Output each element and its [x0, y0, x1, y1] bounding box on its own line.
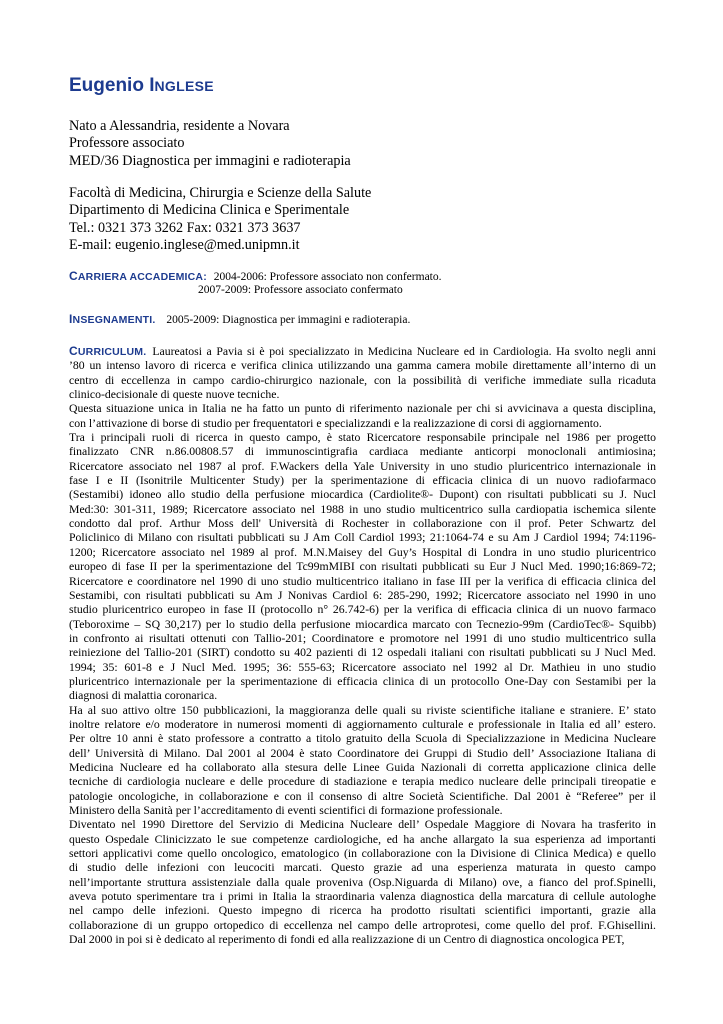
insegnamenti-section [69, 312, 410, 327]
curriculum-line: europeo di fase II per la sperimentazione del Tc99mMIBI con risultati pubblicati su Eur J Nucl Med. 1990;16:869-72; [69, 560, 656, 574]
curriculum-label: CURRICULUM. [69, 344, 147, 358]
curriculum-line: condotto dal prof. Arthur Moss dell' Università di Rochester in collaborazione con il prof. Peter Schwartz del [69, 517, 656, 531]
curriculum-line: Ricercatore associato nel 1987 al prof. F.Wackers della Yale University in uno studio pluricentrico internazionale in [69, 459, 656, 473]
curriculum-line: Ricercatore e coordinatore nel 1990 di uno studio multicentrico italiano in fase III per la verifica di efficacia clinica del [69, 574, 656, 588]
carriera-label: CARRIERA ACCADEMICA: [69, 269, 207, 283]
curriculum-line: dell’ Università di Milano. Dal 2001 al 2004 è stato Coordinatore dei Gruppi di Studio dell’ Associazione Italiana di [69, 746, 656, 760]
curriculum-line: aveva potuto sperimentare tra i primi in Italia la straordinaria valenza diagnostica della marcatura di cellule autologhe [69, 890, 656, 904]
carriera-section [69, 269, 442, 284]
curriculum-line: Med:30: 301-311, 1989; Ricercatore associato nel 1988 in uno studio multicentrico sulla cardiopatia ischemica silente [69, 502, 656, 516]
personal-info [69, 118, 351, 170]
affiliation-line: Dipartimento di Medicina Clinica e Sperimentale [69, 202, 350, 219]
curriculum-line-text: Laureatosi a Pavia si è poi specializzato in Medicina Nucleare ed in Cardiologia. Ha svolto negli anni [152, 345, 656, 358]
curriculum-line: con l’attivazione di borse di studio per frequentatori e specializzandi e la realizzazione di corsi di aggiornamento. [69, 416, 602, 430]
insegnamenti-text: 2005-2009: Diagnostica per immagini e radioterapia. [166, 314, 411, 326]
curriculum-line: 1994; 35: 601-8 e J Nucl Med. 1995; 36: 555-63; Ricercatore associato nel 1992 al Dr. Mathieu in uno studio [69, 660, 656, 674]
carriera-line-2: 2007-2009: Professore associato confermato [198, 284, 403, 296]
email-line: E-mail: eugenio.inglese@med.unipmn.it [69, 236, 300, 253]
personal-line: MED/36 Diagnostica per immagini e radioterapia [69, 152, 351, 169]
curriculum-line: Questa situazione unica in Italia ne ha fatto un punto di riferimento nazionale per chi si avvicinava a questa disciplina, [69, 402, 656, 416]
curriculum-section [69, 344, 656, 947]
curriculum-line: (Teboroxime – SQ 30,217) per lo studio della perfusione miocardica marcato con Tecnezio-99m (CardioTec®- Squibb) [69, 617, 656, 631]
curriculum-line: diagnosi di malattia coronarica. [69, 689, 218, 703]
curriculum-line: pluricentrico internazionale per la sperimentazione di efficacia clinica di un protocollo One-Day con Sestamibi per la [69, 674, 656, 688]
curriculum-line: Ha al suo attivo oltre 150 pubblicazioni, la maggioranza delle quali su riviste scientifiche italiane e straniere. E’ stato [69, 703, 656, 717]
personal-line: Nato a Alessandria, residente a Novara [69, 118, 290, 134]
curriculum-line: finalizzato CNR n.86.00808.57 di immunoscintigrafia cardiaca mediante anticorpi monoclonali antimiosina; [69, 445, 656, 459]
curriculum-line: Dal 2000 in poi si è dedicato al reperimento di fondi ed alla realizzazione di un Centro di diagnostica oncologica PET, [69, 933, 625, 947]
curriculum-line: settori applicativi come quello oncologico, ematologico (in collaborazione con la Divisione di Clinica Medica) e quello [69, 847, 656, 861]
curriculum-line: di studio delle infezioni con leucociti marcati. Questo grazie ad una esperienza maturata in questo campo [69, 861, 656, 875]
curriculum-line: collaborazione di un gruppo ortopedico di eccellenza nel campo delle artroprotesi, come quello del prof. F.Ghisellini. [69, 918, 656, 932]
affiliation-line: Tel.: 0321 373 3262 Fax: 0321 373 3637 [69, 219, 301, 236]
curriculum-line: reiniezione del Tallio-201 (SIRT) condotto su 402 pazienti di 12 ospedali italiani con risultati pubblicati su J Nucl Med. [69, 646, 656, 660]
curriculum-line: Tra i principali ruoli di ricerca in questo campo, è stato Ricercatore responsabile principale nel 1986 per progetto [69, 431, 656, 445]
curriculum-line: fase I e II (Isonitrile Multicenter Study) per la sperimentazione di efficacia clinica di un nuovo radiofarmaco [69, 474, 656, 488]
page-title [69, 74, 214, 98]
affiliation-line: Facoltà di Medicina, Chirurgia e Scienze della Salute [69, 185, 372, 201]
personal-line: Professore associato [69, 135, 185, 152]
curriculum-line: nell’importante struttura assistenziale dalla quale proveniva (Osp.Niguarda di Milano) ove, a fianco del prof.Spinelli, [69, 875, 656, 889]
curriculum-line: Ministero della Sanità per l’accreditamento di eventi scientifici di formazione professionale. [69, 804, 503, 817]
curriculum-line: in confronto ai risultati ottenuti con Tallio-201; Coordinatore e promotore nel 1991 di uno studio multicentrico sulla [69, 631, 656, 645]
curriculum-line: questo Ospedale Clinicizzato le sue competenze cardiologiche, ed ha anche allargato la sua esperienza ad importanti [69, 832, 656, 846]
curriculum-line: Medicina Nucleare ed ha collaborato alla stesura delle Linee Guida Nazionali di corretta applicazione clinica delle [69, 760, 656, 774]
curriculum-line: patologie oncologiche, in collaborazione e con il consenso di altre Società Scientifiche. Dal 2001 è “Referee” per il [69, 789, 656, 803]
curriculum-line: clinico-decisionale di queste nuove tecniche. [69, 388, 280, 402]
last-name: INGLESE [149, 75, 214, 96]
insegnamenti-label: INSEGNAMENTI. [69, 312, 156, 326]
curriculum-line [69, 344, 656, 359]
curriculum-line: nel campo delle infezioni. Questo impegno di ricerca ha prodotto risultati scientifici importanti, grazie alla [69, 904, 656, 918]
carriera-line-1: 2004-2006: Professore associato non confermato. [213, 271, 442, 283]
curriculum-line: inoltre relatore e/o moderatore in numerosi momenti di aggiornamento culturale e professionale in Italia ed all’ estero. [69, 717, 656, 731]
curriculum-line: (Sestamibi) idoneo allo studio della perfusione miocardica (Cardiolite®- Dupont) con risultati pubblicati su J. Nucl [69, 488, 656, 502]
affiliation-info [69, 185, 371, 254]
curriculum-line: Sestamibi, con risultati pubblicati su Am J Nonivas Cardiol 6: 285-290, 1992; Ricercatore associato nel 1990 in uno [69, 588, 656, 602]
curriculum-line: Diventato nel 1990 Direttore del Servizio di Medicina Nucleare dell’ Ospedale Maggiore di Novara ha trasferito in [69, 818, 656, 832]
curriculum-line: Policlinico di Milano con risultati pubblicati su J Am Coll Cardiol 1993; 21:1064-74 e su Am J Cardiol 1994; 74:1196- [69, 531, 656, 545]
curriculum-line: tecniche di cardiologia nucleare e delle procedure di stadiazione e terapia medico nucleare delle principali tireopatie e [69, 775, 656, 789]
first-name: Eugenio [69, 75, 144, 96]
curriculum-line: Per oltre 10 anni è stato professore a contratto a titolo gratuito della Scuola di Specializzazione in Medicina Nucleare [69, 732, 656, 746]
curriculum-line: 1200; Ricercatore associato nel 1989 al prof. M.N.Maisey del Guy’s Hospital di Londra in uno studio pluricentrico [69, 545, 656, 559]
curriculum-line: ’80 un intenso lavoro di ricerca e verifica clinica utilizzando una gamma camera mobile direttamente all’interno di un [69, 359, 656, 373]
curriculum-line: studio pluricentrico europeo in fase II (protocollo n° 26.742-6) per la verifica di efficacia clinica di un nuovo farmaco [69, 603, 656, 617]
curriculum-line: centro di eccellenza in campo cardio-chirurgico nazionale, con la possibilità di verifiche immediate sulla ricaduta [69, 373, 656, 387]
